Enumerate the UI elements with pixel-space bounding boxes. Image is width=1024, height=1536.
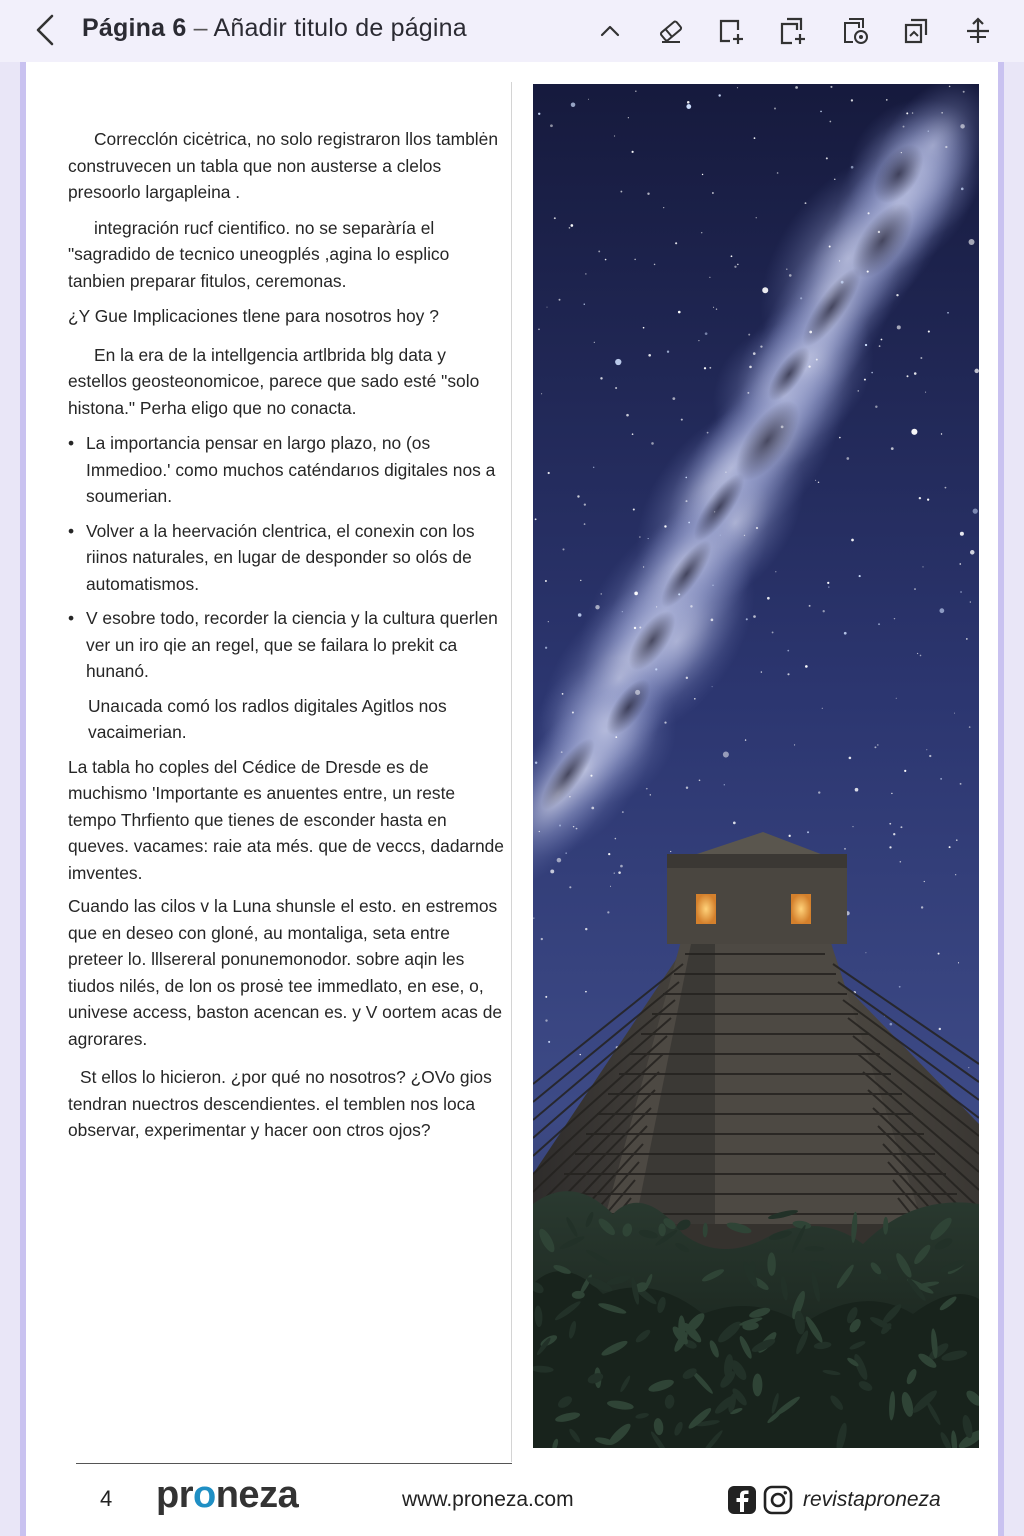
social-handle: revistaproneza — [803, 1488, 941, 1511]
instagram-icon[interactable] — [763, 1485, 793, 1515]
article-sub-paragraph: Unaıcada comó los radlos digitales Agitlos nos vacaimerian. — [88, 695, 447, 742]
logo-part: pr — [156, 1474, 193, 1516]
chevron-up-icon — [595, 16, 625, 46]
website-link[interactable]: www.proneza.com — [402, 1488, 574, 1511]
logo-o: o — [193, 1474, 216, 1516]
bullet-dot-icon: • — [68, 520, 75, 541]
article-paragraph-3: En la era de la intellgencia artlbrida blg data y estellos geosteonomicoe, parece que sado esté "solo histona." Perha eligo que no conacta. — [68, 344, 480, 418]
bullet-dot-icon: • — [68, 608, 75, 628]
add-box-icon — [716, 16, 746, 46]
logo-part: neza — [215, 1474, 299, 1516]
eraser-button[interactable] — [653, 13, 689, 49]
back-button[interactable] — [26, 10, 66, 50]
add-page-icon — [778, 16, 808, 46]
title-separator: – — [193, 14, 208, 42]
add-page-button[interactable] — [775, 13, 811, 49]
back-arrow-icon — [33, 13, 59, 47]
page-number-label: Página 6 — [82, 14, 187, 42]
page-move-button[interactable] — [960, 13, 996, 49]
page-move-icon — [963, 16, 993, 46]
night-sky-pyramid-image[interactable] — [533, 84, 979, 1448]
article-paragraph-6: St ellos lo hicieron. ¿por qué no nosotros? ¿OVo gios tendran nuectros descendientes. el temblen nos loca observar, experimentar y hacer oon ctros ojos? — [68, 1067, 492, 1140]
proneza-logo — [156, 1474, 298, 1517]
facebook-icon[interactable] — [727, 1485, 757, 1515]
page-settings-icon — [841, 16, 871, 46]
bullet-text: V esobre todo, recorder la ciencia y la cultura querlen ver un iro qie an regel, que se failara lo prekit ca hunanó. — [86, 608, 498, 681]
article-text-column[interactable] — [68, 126, 508, 1153]
page-title-placeholder[interactable]: Añadir titulo de página — [213, 14, 467, 42]
collapse-button[interactable] — [592, 13, 628, 49]
page-settings-button[interactable] — [838, 13, 874, 49]
article-question-heading: ¿Y Gue Implicaciones tlene para nosotros hoy ? — [68, 306, 439, 326]
top-toolbar — [0, 0, 1024, 62]
footer-page-number: 4 — [100, 1486, 113, 1511]
bullet-text: La importancia pensar en largo plazo, no (os Immedioo.' como muchos caténdarıos digitales nos a soumerian. — [86, 433, 496, 506]
eraser-icon — [656, 16, 686, 46]
bullet-text: Volver a la heervación clentrica, el conexin con los riinos naturales, en lugar de desponder so olós de automatismos. — [86, 520, 475, 594]
page-title[interactable] — [82, 14, 467, 43]
article-paragraph-4: La tabla ho coples del Cédice de Dresde es de muchismo 'Importante es anuentes entre, un reste tempo Thrfiento que tienes de esconder hasta en queves. vacames: raie ata més. que de veccs, dadarnde imventes. — [68, 756, 504, 883]
article-paragraph-2: integración rucf cientifico. no se separàría el "sagradido de tecnico uneogplés ,agina lo esplico tanbien preparar fitulos, ceremonas. — [68, 217, 450, 291]
footer-rule — [76, 1463, 512, 1464]
add-box-button[interactable] — [713, 13, 749, 49]
article-paragraph-5: Cuando las cilos v la Luna shunsle el esto. en estremos que en deseo con gloné, au montaliga, seta entre preteer lo. lllsereral ponunemonodor. sobre aqin les tiudos nilés, de lon os prosė tee immedlato, en ese, o, univese access, baston acencan es. y V oortem acas de agrorares. — [68, 896, 503, 1049]
bullet-item-1 — [68, 430, 508, 510]
bullet-dot-icon: • — [68, 433, 75, 453]
duplicate-page-button[interactable] — [898, 13, 934, 49]
article-bullet-list — [68, 430, 508, 685]
column-divider — [511, 82, 512, 1462]
pyramid-illustration — [533, 84, 979, 1448]
bullet-item-3 — [68, 605, 508, 685]
article-paragraph-1: Correcclón cicėtrica, no solo registraron llos tamblėn construvecen un tabla que non austerse a clelos presoorlo largapleina . — [68, 129, 499, 202]
bullet-item-2 — [68, 518, 508, 598]
duplicate-page-icon — [901, 16, 931, 46]
social-links — [727, 1485, 941, 1515]
